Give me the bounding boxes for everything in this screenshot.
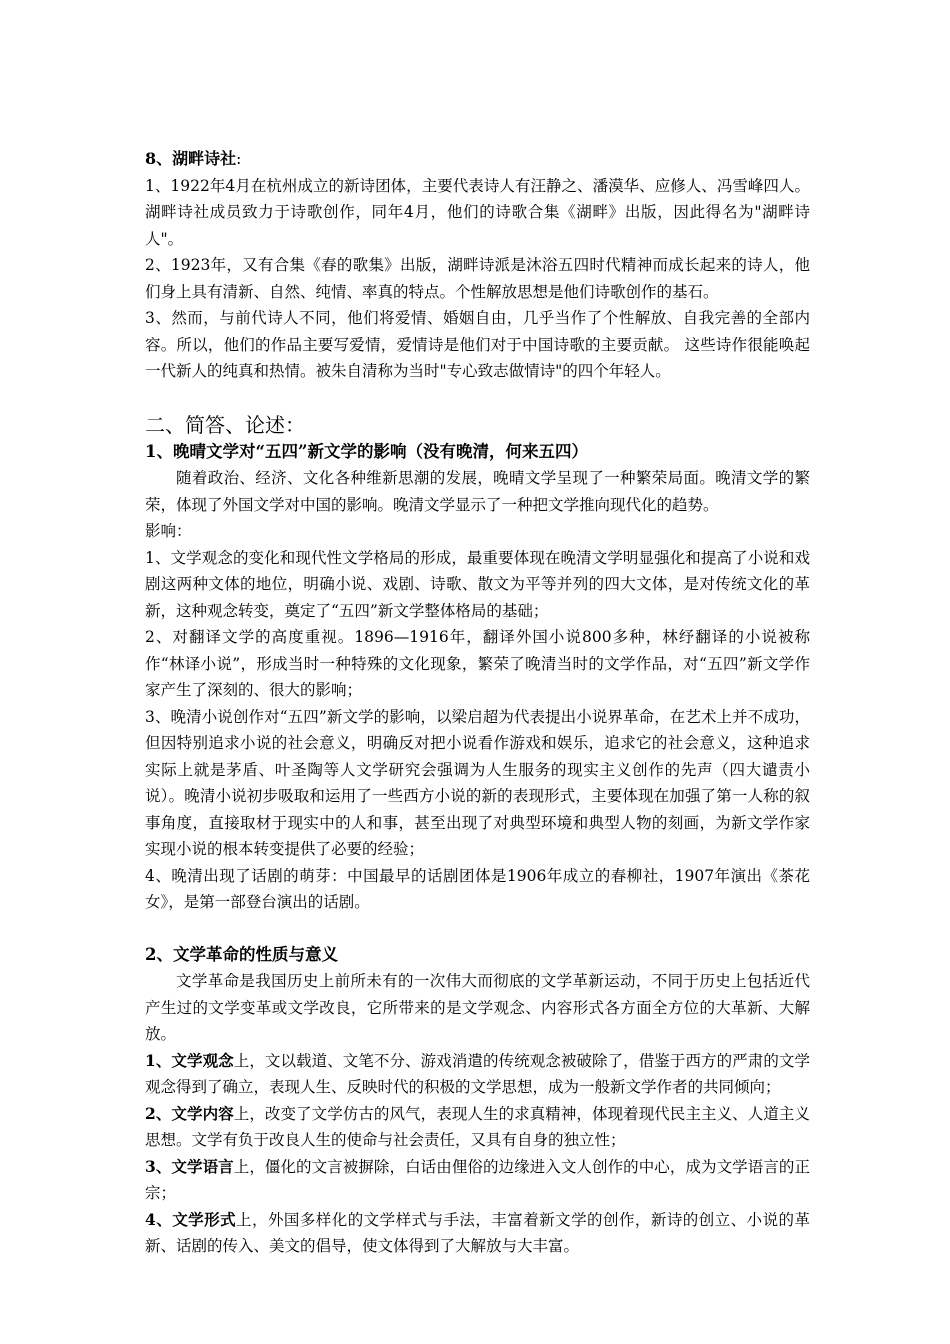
question-2-point-4-text: 上，外国多样化的文学样式与手法，丰富着新文学的创作，新诗的创立、小说的革新、话剧的传入、美文的倡导，使文体得到了大解放与大丰富。 <box>145 1210 810 1255</box>
section8-title-colon: : <box>236 150 242 168</box>
section-2-heading: 二、简答、论述： <box>145 412 305 437</box>
section8-paragraph-1: 1、1922年4月在杭州成立的新诗团体，主要代表诗人有汪静之、潘漠华、应修人、冯雪峰四人。湖畔诗社成员致力于诗歌创作，同年4月，他们的诗歌合集《湖畔》出版，因此得名为"湖畔诗人"。 <box>145 176 810 248</box>
section8-title: 8、湖畔诗社 <box>145 149 237 168</box>
question-2-point-1-text: 上，文以载道、文笔不分、游戏消遣的传统观念被破除了，借鉴于西方的严肃的文学观念得到了确立，表现人生、反映时代的积极的文学思想，成为一般新文学作者的共同倾向； <box>145 1051 810 1096</box>
question-2-point-2-label: 2、文学内容 <box>145 1103 234 1123</box>
question-2-point-1-label: 1、文学观念 <box>145 1050 234 1070</box>
question-1-point-2: 2、对翻译文学的高度重视。1896—1916年，翻译外国小说800多种，林纾翻译的小说被称作“林译小说”，形成当时一种特殊的文化现象，繁荣了晚清当时的文学作品，对“五四”新文学作家产生了深刻的、很大的影响； <box>145 628 810 699</box>
question-1-influence-label: 影响： <box>145 522 192 540</box>
question-2-point-3 <box>145 1154 810 1207</box>
question-2-point-2 <box>145 1101 810 1154</box>
question-2-intro: 文学革命是我国历史上前所未有的一次伟大而彻底的文学革新运动，不同于历史上包括近代产生过的文学变革或文学改良，它所带来的是文学观念、内容形式各方面全方位的大革新、大解放。 <box>145 972 810 1043</box>
section8-heading <box>145 146 810 173</box>
question-2-point-3-text: 上，僵化的文言被摒除，白话由俚俗的边缘进入文人创作的中心，成为文学语言的正宗； <box>145 1157 810 1202</box>
question-2-point-4-label: 4、文学形式 <box>145 1209 237 1229</box>
question-2-point-4 <box>145 1207 810 1260</box>
section8-paragraph-3: 3、然而，与前代诗人不同，他们将爱情、婚姻自由，几乎当作了个性解放、自我完善的全部内容。所以，他们的作品主要写爱情，爱情诗是他们对于中国诗歌的主要贡献。 这些诗作很能唤起一代新人的纯真和热情。被朱自清称为当时"专心致志做情诗"的四个年轻人。 <box>145 309 810 380</box>
question-1-point-3: 3、晚清小说创作对“五四”新文学的影响，以梁启超为代表提出小说界革命，在艺术上并不成功，但因特别追求小说的社会意义，明确反对把小说看作游戏和娱乐，追求它的社会意义，这种追求实际上就是茅盾、叶圣陶等人文学研究会强调为人生服务的现实主义创作的先声（四大谴责小说）。晚清小说初步吸取和运用了一些西方小说的新的表现形式，主要体现在加强了第一人称的叙事角度，直接取材于现实中的人和事，甚至出现了对典型环境和典型人物的刻画，为新文学作家实现小说的根本转变提供了必要的经验； <box>145 707 810 858</box>
question-1-heading: 1、晚晴文学对“五四”新文学的影响（没有晚清，何来五四） <box>145 441 588 461</box>
question-2-point-3-label: 3、文学语言 <box>145 1156 234 1176</box>
question-1-intro: 随着政治、经济、文化各种维新思潮的发展，晚晴文学呈现了一种繁荣局面。晚清文学的繁荣，体现了外国文学对中国的影响。晚清文学显示了一种把文学推向现代化的趋势。 <box>145 469 810 514</box>
question-2-heading: 2、文学革命的性质与意义 <box>145 944 338 964</box>
document-body <box>145 146 810 1260</box>
question-1-point-4: 4、晚清出现了话剧的萌芽：中国最早的话剧团体是1906年成立的春柳社，1907年演出《茶花女》，是第一部登台演出的话剧。 <box>145 866 810 911</box>
question-2-point-1 <box>145 1048 810 1101</box>
question-1-point-1: 1、文学观念的变化和现代性文学格局的形成，最重要体现在晚清文学明显强化和提高了小说和戏剧这两种文体的地位，明确小说、戏剧、诗歌、散文为平等并列的四大文体，是对传统文化的革新，这种观念转变，奠定了“五四”新文学整体格局的基础； <box>145 548 810 620</box>
question-2-point-2-text: 上，改变了文学仿古的风气，表现人生的求真精神，体现着现代民主主义、人道主义思想。文学有负于改良人生的使命与社会责任，又具有自身的独立性； <box>145 1104 810 1149</box>
section8-paragraph-2: 2、1923年，又有合集《春的歌集》出版，湖畔诗派是沐浴五四时代精神而成长起来的诗人，他们身上具有清新、自然、纯情、率真的特点。个性解放思想是他们诗歌创作的基石。 <box>145 256 810 301</box>
